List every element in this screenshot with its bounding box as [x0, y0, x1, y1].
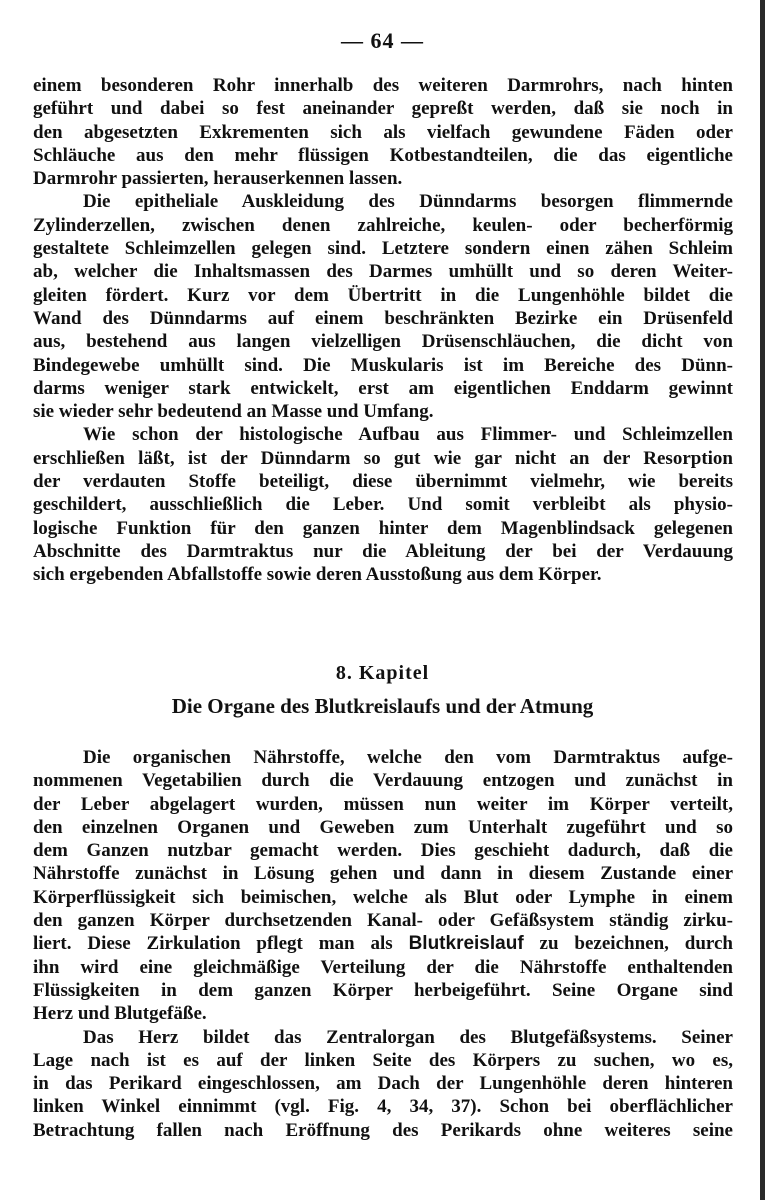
- text-line: gleiten fördert. Kurz vor dem Übertritt in die Lungenhöhle bildet die: [33, 284, 733, 306]
- text-block-circulation: [33, 746, 733, 1142]
- text-line: der Leber abgelagert wurden, müssen nun weiter im Körper verteilt,: [33, 793, 733, 815]
- text-line: Nährstoffe zunächst in Lösung gehen und dann in diesem Zustande einer: [33, 863, 733, 885]
- text-line: Schläuche aus den mehr flüssigen Kotbestandteilen, die das eigentliche: [33, 144, 733, 166]
- text-line: Darmrohr passierten, herauserkennen lassen.: [33, 168, 403, 190]
- text-line: erschließen läßt, ist der Dünndarm so gut wie gar nicht an der Resorption: [33, 447, 733, 469]
- page-edge-shadow: [760, 0, 765, 1200]
- text-line: aus, bestehend aus langen vielzelligen Drüsenschläuchen, die dicht von: [33, 331, 733, 353]
- text-line: Flüssigkeiten in dem ganzen Körper herbeigeführt. Seine Organe sind: [33, 979, 733, 1001]
- text-line: in das Perikard eingeschlossen, am Dach der Lungenhöhle deren hinteren: [33, 1073, 733, 1095]
- text-line: den einzelnen Organen und Geweben zum Unterhalt zugeführt und so: [33, 816, 733, 838]
- text-line: logische Funktion für den ganzen hinter dem Magenblindsack gelegenen: [33, 517, 733, 539]
- text-line: geschildert, ausschließlich die Leber. Und somit verbleibt als physio-: [33, 494, 733, 516]
- text-line: Betrachtung fallen nach Eröffnung des Perikards ohne weiteres seine: [33, 1119, 733, 1141]
- text-line: den ganzen Körper durchsetzenden Kanal- oder Gefäßsystem ständig zirku-: [33, 910, 733, 932]
- text-line: den abgesetzten Exkrementen sich als vielfach gewundene Fäden oder: [33, 121, 733, 143]
- text-line: gestaltete Schleimzellen gelegen sind. Letztere sondern einen zähen Schleim: [33, 238, 733, 260]
- text-line: darms weniger stark entwickelt, erst am eigentlichen Enddarm gewinnt: [33, 377, 733, 399]
- text-line: geführt und dabei so fest aneinander gepreßt werden, daß sie noch in: [33, 98, 733, 120]
- text-line: einem besonderen Rohr innerhalb des weiteren Darmrohrs, nach hinten: [33, 75, 733, 96]
- text-line: sich ergebenden Abfallstoffe sowie deren Ausstoßung aus dem Körper.: [33, 564, 602, 586]
- emphasized-term: Blutkreislauf: [408, 933, 524, 955]
- text-line: Die epitheliale Auskleidung des Dünndarms besorgen flimmernde: [83, 191, 733, 213]
- text-line: Körperflüssigkeit sich beimischen, welche als Blut oder Lymphe in einem: [33, 886, 733, 908]
- text-line: Wand des Dünndarms auf einem beschränkten Bezirke ein Drüsenfeld: [33, 307, 733, 329]
- chapter-title: Die Organe des Blutkreislaufs und der Atmung: [171, 694, 594, 718]
- chapter-number: 8. Kapitel: [335, 662, 430, 684]
- text-line: [33, 932, 733, 955]
- text-line: nommenen Vegetabilien durch die Verdauung entzogen und zunächst in: [33, 770, 733, 792]
- text-block-digestion: [33, 74, 733, 587]
- text-line: dem Ganzen nutzbar gemacht werden. Dies geschieht dadurch, daß die: [33, 840, 733, 862]
- text-line: ab, welcher die Inhaltsmassen des Darmes umhüllt und so deren Weiter-: [33, 261, 733, 283]
- text-line: linken Winkel einnimmt (vgl. Fig. 4, 34, 37). Schon bei oberflächlicher: [33, 1096, 733, 1118]
- text-line: Zylinderzellen, zwischen denen zahlreiche, keulen- oder becherförmig: [33, 214, 733, 236]
- text-line: ihn wird eine gleichmäßige Verteilung der die Nährstoffe enthaltenden: [33, 956, 733, 978]
- text-line: Herz und Blutgefäße.: [33, 1003, 207, 1025]
- text-line: der verdauten Stoffe beteiligt, diese übernimmt vielmehr, wie bereits: [33, 471, 733, 493]
- text-run: liert. Diese Zirkulation pflegt man als: [33, 933, 409, 955]
- page-number: — 64 —: [341, 28, 424, 53]
- text-line: Wie schon der histologische Aufbau aus Flimmer- und Schleimzellen: [83, 424, 733, 446]
- text-line: Die organischen Nährstoffe, welche den vom Darmtraktus aufge-: [83, 747, 733, 768]
- text-run: zu bezeichnen, durch: [523, 933, 734, 955]
- text-line: Lage nach ist es auf der linken Seite des Körpers zu suchen, wo es,: [33, 1049, 733, 1071]
- text-line: Bindegewebe umhüllt sind. Die Muskularis ist im Bereiche des Dünn-: [33, 354, 733, 376]
- text-line: sie wieder sehr bedeutend an Masse und Umfang.: [33, 401, 434, 423]
- text-line: Abschnitte des Darmtraktus nur die Ableitung der bei der Verdauung: [33, 540, 733, 562]
- text-line: Das Herz bildet das Zentralorgan des Blutgefäßsystems. Seiner: [83, 1026, 733, 1048]
